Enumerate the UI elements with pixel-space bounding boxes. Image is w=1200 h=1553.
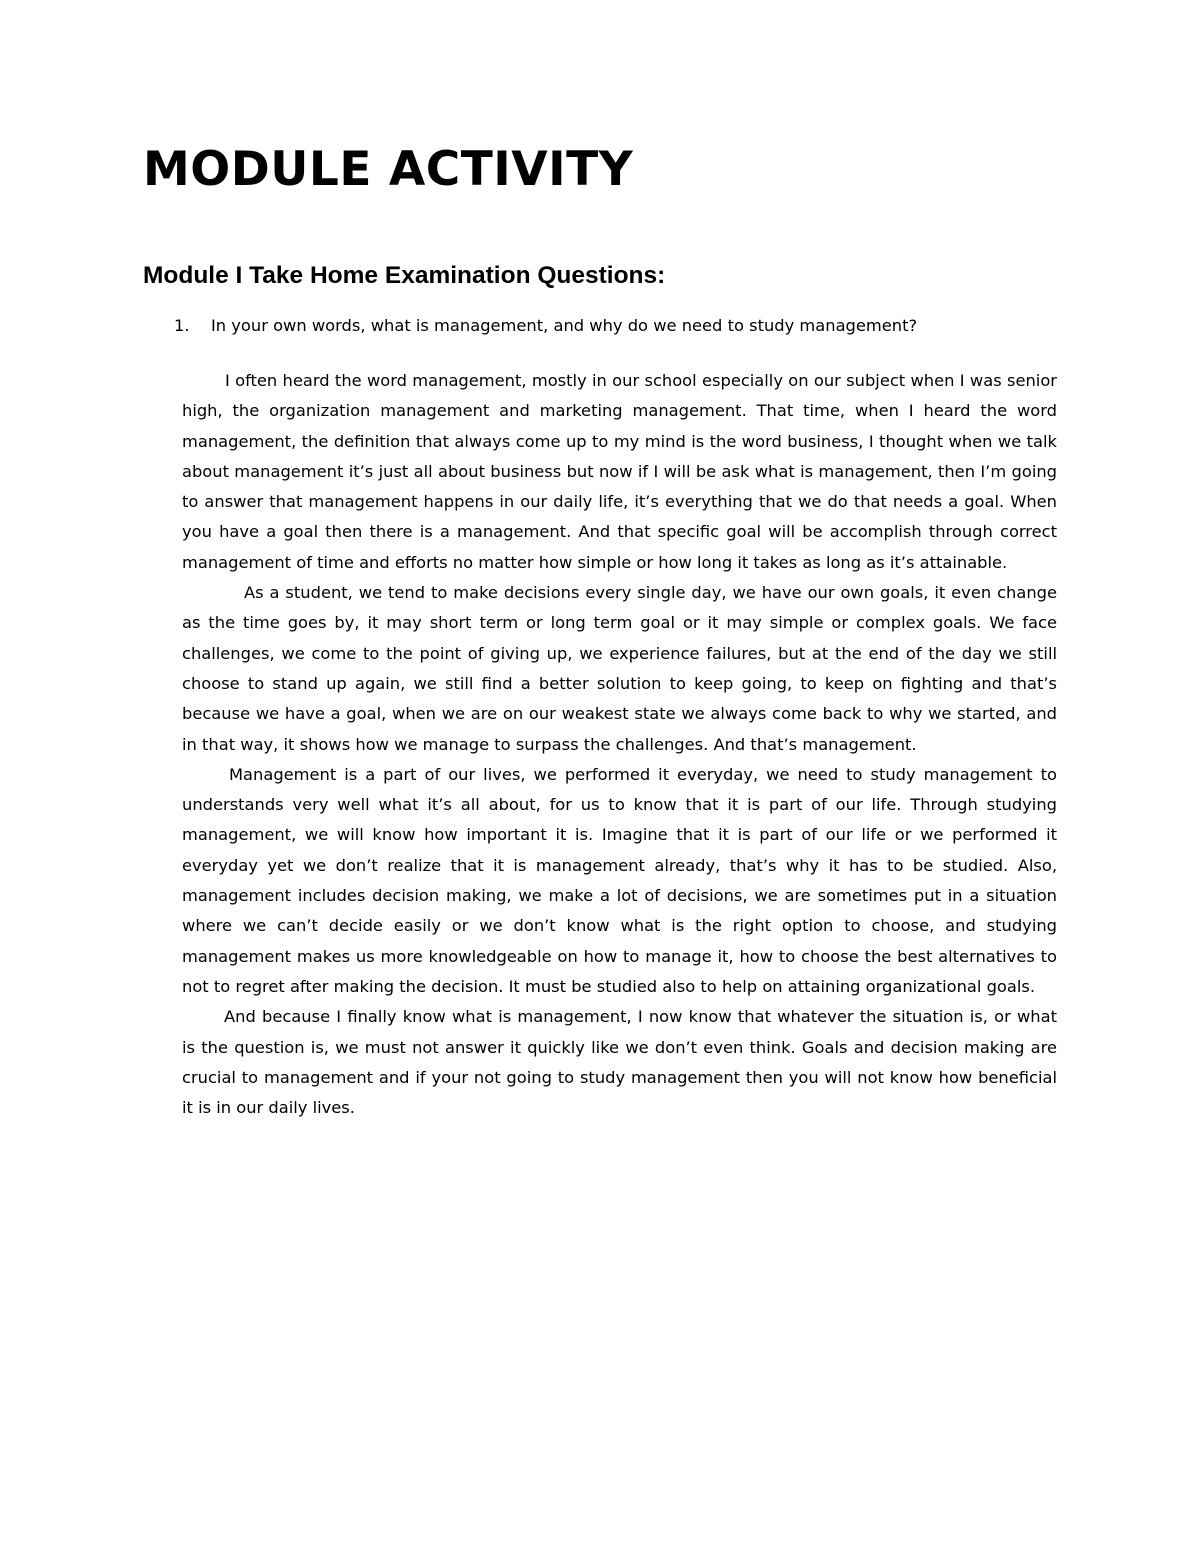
page-title: MODULE ACTIVITY: [143, 142, 634, 197]
answer-paragraph: Management is a part of our lives, we performed it everyday, we need to study management to understands very well what it’s all about, for us to know that it is part of our life. Through studying management, we will know how important it is. Imagine that it is part of our life or we performed it everyday yet we don’t realize that it is management already, that’s why it has to be studied. Also, management includes decision making, we make a lot of decisions, we are sometimes put in a situation where we can’t decide easily or we don’t know what is the right option to choose, and studying management makes us more knowledgeable on how to manage it, how to choose the best alternatives to not to regret after making the decision. It must be studied also to help on attaining organizational goals.: [182, 764, 1057, 996]
question-item: [174, 312, 1064, 340]
answer-paragraph: As a student, we tend to make decisions every single day, we have our own goals, it even change as the time goes by, it may short term or long term goal or it may simple or complex goals. We face challenges, we come to the point of giving up, we experience failures, but at the end of the day we still choose to stand up again, we still find a better solution to keep going, to keep on fighting and that’s because we have a goal, when we are on our weakest state we always come back to why we started, and in that way, it shows how we manage to surpass the challenges. And that’s management.: [182, 583, 1057, 754]
question-number: 1.: [174, 316, 190, 335]
answer-body: [182, 366, 1057, 1123]
section-heading: Module I Take Home Examination Questions:: [143, 262, 666, 289]
question-text: In your own words, what is management, and why do we need to study management?: [211, 316, 918, 335]
answer-paragraph: I often heard the word management, mostly in our school especially on our subject when I was senior high, the organization management and marketing management. That time, when I heard the word management, the definition that always come up to my mind is the word business, I thought when we talk about management it’s just all about business but now if I will be ask what is management, then I’m going to answer that management happens in our daily life, it’s everything that we do that needs a goal. When you have a goal then there is a management. And that specific goal will be accomplish through correct management of time and efforts no matter how simple or how long it takes as long as it’s attainable.: [182, 371, 1057, 572]
answer-paragraph: And because I finally know what is management, I now know that whatever the situation is, or what is the question is, we must not answer it quickly like we don’t even think. Goals and decision making are crucial to management and if your not going to study management then you will not know how beneficial it is in our daily lives.: [182, 1007, 1057, 1118]
